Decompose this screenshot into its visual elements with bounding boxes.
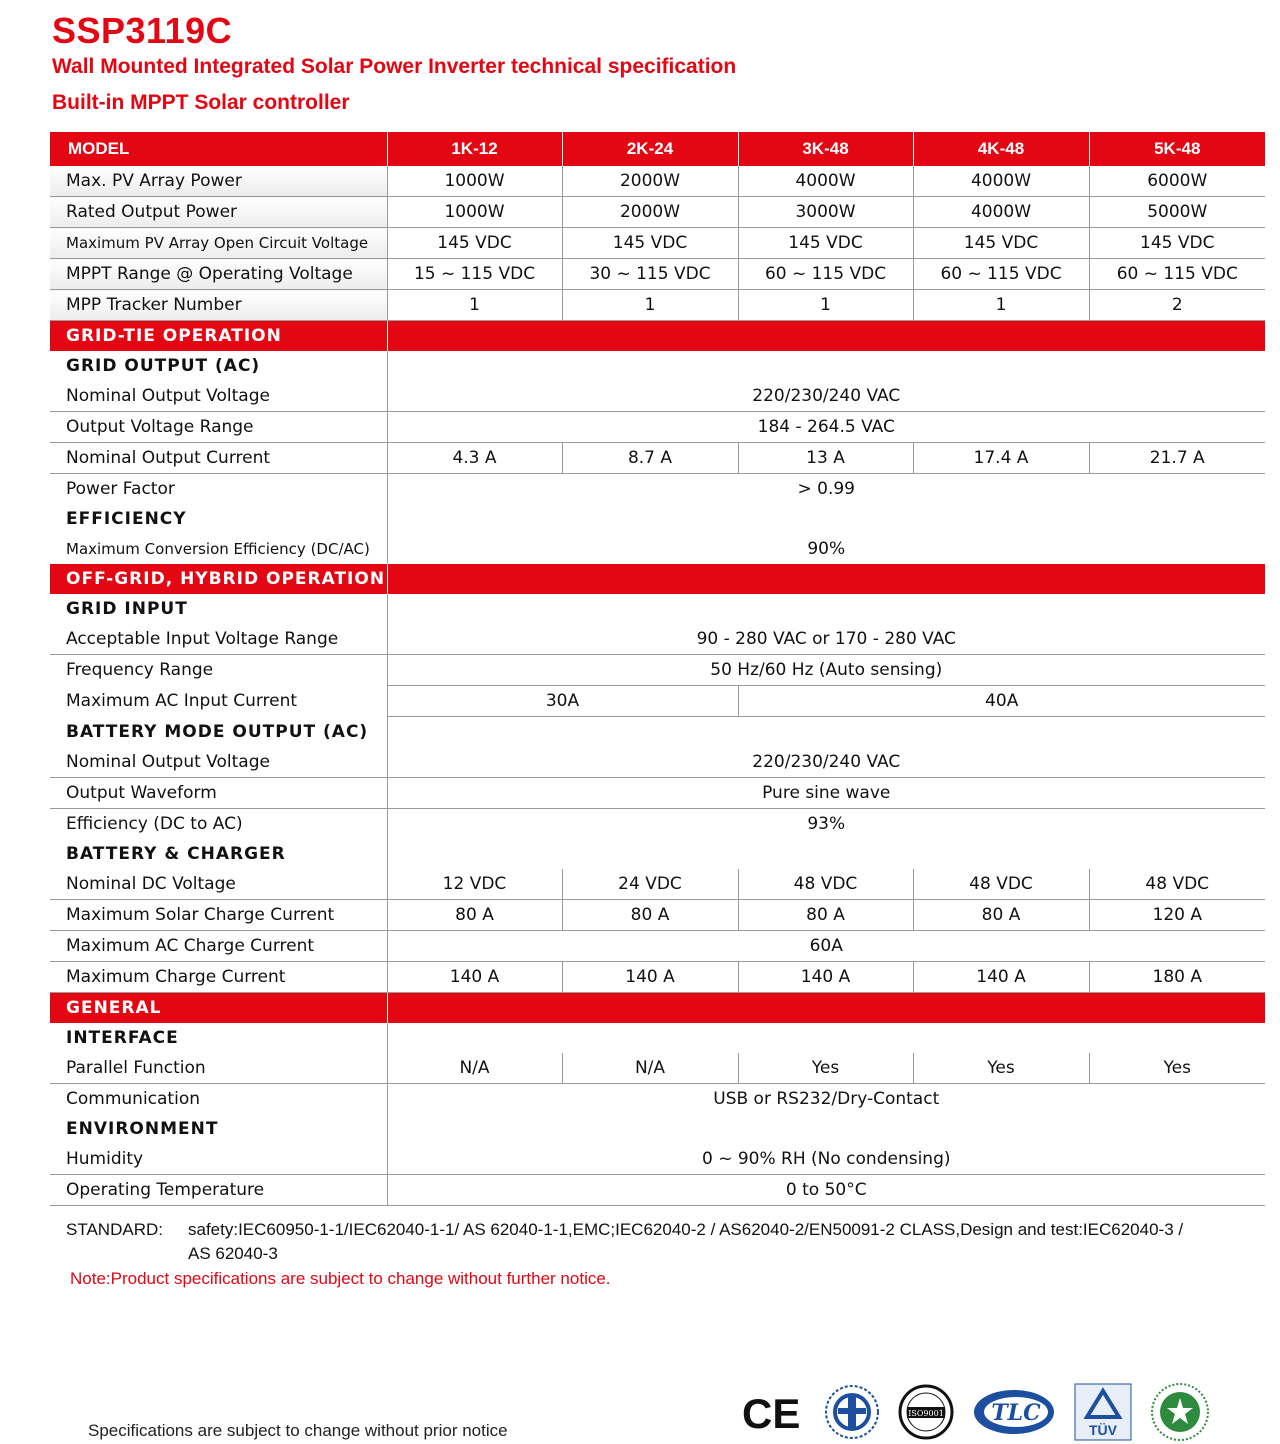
cell: 145 VDC xyxy=(387,228,562,259)
table-row xyxy=(50,197,1265,228)
cell: 1 xyxy=(387,290,562,321)
cell: 60 ~ 115 VDC xyxy=(738,259,913,290)
cell: 48 VDC xyxy=(913,869,1089,900)
cell: 60 ~ 115 VDC xyxy=(913,259,1089,290)
subsection-row xyxy=(50,1023,1265,1053)
subsection-title: GRID OUTPUT (AC) xyxy=(50,351,387,381)
row-label: Parallel Function xyxy=(50,1053,387,1084)
cell: Pure sine wave xyxy=(387,778,1265,809)
cell: 80 A xyxy=(913,900,1089,931)
cell: 1 xyxy=(562,290,738,321)
cell: 8.7 A xyxy=(562,443,738,474)
subsection-row xyxy=(50,594,1265,624)
row-label: Nominal Output Voltage xyxy=(50,381,387,412)
cell: 140 A xyxy=(913,962,1089,993)
table-row xyxy=(50,381,1265,412)
cell: 0 ~ 90% RH (No condensing) xyxy=(387,1144,1265,1175)
svg-text:CE: CE xyxy=(742,1390,801,1434)
cell: 60 ~ 115 VDC xyxy=(1089,259,1265,290)
table-row xyxy=(50,778,1265,809)
row-label: Maximum Solar Charge Current xyxy=(50,900,387,931)
cell: 145 VDC xyxy=(913,228,1089,259)
cell: 13 A xyxy=(738,443,913,474)
cell: 15 ~ 115 VDC xyxy=(387,259,562,290)
table-row xyxy=(50,166,1265,197)
cell: 40A xyxy=(738,686,1265,717)
cell: 0 to 50°C xyxy=(387,1175,1265,1206)
row-label: Maximum PV Array Open Circuit Voltage xyxy=(50,228,387,259)
table-row xyxy=(50,869,1265,900)
product-subtitle-2: Built-in MPPT Solar controller xyxy=(52,91,350,114)
footer-disclaimer: Specifications are subject to change without prior notice xyxy=(88,1421,508,1440)
row-label: Maximum AC Input Current xyxy=(50,686,387,717)
row-label: Max. PV Array Power xyxy=(50,166,387,197)
section-bar xyxy=(387,321,1265,352)
cell: 145 VDC xyxy=(1089,228,1265,259)
row-label: Nominal Output Current xyxy=(50,443,387,474)
section-title: GRID-TIE OPERATION xyxy=(50,321,387,352)
cell: 140 A xyxy=(562,962,738,993)
cell: 5000W xyxy=(1089,197,1265,228)
cell: 30 ~ 115 VDC xyxy=(562,259,738,290)
row-label: Rated Output Power xyxy=(50,197,387,228)
row-label: Maximum Conversion Efficiency (DC/AC) xyxy=(50,534,387,564)
table-row xyxy=(50,1175,1265,1206)
row-label: Maximum AC Charge Current xyxy=(50,931,387,962)
svg-text:TLC: TLC xyxy=(991,1400,1041,1426)
subsection-title: BATTERY MODE OUTPUT (AC) xyxy=(50,717,387,748)
cell: 90% xyxy=(807,539,846,559)
table-row xyxy=(50,290,1265,321)
model-name: 2K-24 xyxy=(562,132,738,166)
cell: 2000W xyxy=(562,166,738,197)
cell: 220/230/240 VAC xyxy=(387,381,1265,412)
cell: 93% xyxy=(807,814,846,834)
subsection-title: EFFICIENCY xyxy=(50,504,387,534)
cell: Yes xyxy=(1089,1053,1265,1084)
cell: 60A xyxy=(387,931,1265,962)
cell: 90 - 280 VAC or 170 - 280 VAC xyxy=(387,624,1265,655)
cell: Yes xyxy=(913,1053,1089,1084)
table-row xyxy=(50,931,1265,962)
ce-mark-logo xyxy=(740,1390,806,1434)
cell: 12 VDC xyxy=(387,869,562,900)
cell: 140 A xyxy=(387,962,562,993)
cell: 1000W xyxy=(387,166,562,197)
cell: > 0.99 xyxy=(797,479,855,499)
row-label: Output Waveform xyxy=(50,778,387,809)
table-row xyxy=(50,412,1265,443)
model-name: 5K-48 xyxy=(1089,132,1265,166)
cell: 6000W xyxy=(1089,166,1265,197)
table-row xyxy=(50,900,1265,931)
subsection-title: INTERFACE xyxy=(50,1023,387,1053)
row-label: Humidity xyxy=(50,1144,387,1175)
table-row xyxy=(50,1144,1265,1175)
cell: 80 A xyxy=(387,900,562,931)
table-row xyxy=(50,1084,1265,1115)
subsection-title: GRID INPUT xyxy=(50,594,387,624)
table-row xyxy=(50,228,1265,259)
cell: 17.4 A xyxy=(913,443,1089,474)
tlc-logo xyxy=(972,1387,1056,1437)
cell: 21.7 A xyxy=(1089,443,1265,474)
cell: 145 VDC xyxy=(738,228,913,259)
subsection-row xyxy=(50,351,1265,381)
cell: 24 VDC xyxy=(562,869,738,900)
standard-label: STANDARD: xyxy=(66,1220,163,1239)
table-row xyxy=(50,474,1265,505)
cell: 80 A xyxy=(562,900,738,931)
cell: 1 xyxy=(913,290,1089,321)
row-label: Frequency Range xyxy=(50,655,387,686)
section-header xyxy=(50,564,1265,594)
cell: 220/230/240 VAC xyxy=(387,747,1265,778)
section-header xyxy=(50,993,1265,1024)
cell: USB or RS232/Dry-Contact xyxy=(713,1089,940,1109)
row-label: Acceptable Input Voltage Range xyxy=(50,624,387,655)
cell: N/A xyxy=(562,1053,738,1084)
cell: 48 VDC xyxy=(1089,869,1265,900)
cell: 4.3 A xyxy=(387,443,562,474)
cell: Yes xyxy=(738,1053,913,1084)
cell: 4000W xyxy=(913,166,1089,197)
cell: 3000W xyxy=(738,197,913,228)
cell: 140 A xyxy=(738,962,913,993)
cell: 145 VDC xyxy=(562,228,738,259)
cell: 4000W xyxy=(738,166,913,197)
subsection-row xyxy=(50,504,1265,534)
cell: 30A xyxy=(387,686,738,717)
cell: 80 A xyxy=(738,900,913,931)
cell: 50 Hz/60 Hz (Auto sensing) xyxy=(387,655,1265,686)
row-label: Efficiency (DC to AC) xyxy=(50,809,387,840)
standard-text: safety:IEC60950-1-1/IEC62040-1-1/ AS 62040-1-1,EMC;IEC62040-2 / AS62040-2/EN50091-2 CLASS,Design and test:IEC62040-3 / AS 62040-3 xyxy=(188,1220,1184,1263)
section-title: GENERAL xyxy=(50,993,387,1024)
subsection-title: ENVIRONMENT xyxy=(50,1114,387,1144)
cell: 4000W xyxy=(913,197,1089,228)
iso9001-logo xyxy=(898,1384,954,1440)
certification-seal-icon xyxy=(824,1384,880,1440)
model-name: 4K-48 xyxy=(913,132,1089,166)
row-label: Output Voltage Range xyxy=(50,412,387,443)
section-header xyxy=(50,321,1265,352)
model-header-row xyxy=(50,132,1265,166)
product-title: SSP3119C xyxy=(52,10,233,51)
table-row xyxy=(50,443,1265,474)
row-label: Nominal DC Voltage xyxy=(50,869,387,900)
cell: 184 - 264.5 VAC xyxy=(387,412,1265,443)
table-row xyxy=(50,534,1265,564)
tuv-logo xyxy=(1074,1383,1132,1441)
row-label: MPP Tracker Number xyxy=(50,290,387,321)
section-title: OFF-GRID, HYBRID OPERATION xyxy=(50,564,387,594)
table-row xyxy=(50,962,1265,993)
spec-table xyxy=(50,132,1265,1206)
cell: 1 xyxy=(738,290,913,321)
subsection-row xyxy=(50,1114,1265,1144)
table-row xyxy=(50,1053,1265,1084)
table-row xyxy=(50,624,1265,655)
table-row xyxy=(50,686,1265,717)
subsection-title: BATTERY & CHARGER xyxy=(50,839,387,869)
cell: 48 VDC xyxy=(738,869,913,900)
cell: 1000W xyxy=(387,197,562,228)
cell: 180 A xyxy=(1089,962,1265,993)
model-name: 3K-48 xyxy=(738,132,913,166)
section-bar xyxy=(387,993,1265,1024)
row-label: Maximum Charge Current xyxy=(50,962,387,993)
row-label: MPPT Range @ Operating Voltage xyxy=(50,259,387,290)
certification-logos xyxy=(740,1380,1210,1444)
green-product-logo xyxy=(1150,1382,1210,1442)
row-label: Power Factor xyxy=(50,474,387,505)
svg-text:ISO9001: ISO9001 xyxy=(908,1409,944,1418)
model-name: 1K-12 xyxy=(387,132,562,166)
row-label: Nominal Output Voltage xyxy=(50,747,387,778)
subsection-row xyxy=(50,717,1265,748)
svg-text:TÜV: TÜV xyxy=(1089,1422,1117,1438)
product-subtitle: Wall Mounted Integrated Solar Power Inverter technical specification xyxy=(52,55,737,78)
model-header-label: MODEL xyxy=(50,132,387,166)
subsection-row xyxy=(50,839,1265,869)
cell: N/A xyxy=(387,1053,562,1084)
table-row xyxy=(50,655,1265,686)
cell: 2000W xyxy=(562,197,738,228)
cell: 2 xyxy=(1089,290,1265,321)
table-row xyxy=(50,747,1265,778)
table-row xyxy=(50,809,1265,840)
row-label: Operating Temperature xyxy=(50,1175,387,1206)
cell: 120 A xyxy=(1089,900,1265,931)
row-label: Communication xyxy=(50,1084,387,1115)
spec-note: Note:Product specifications are subject to change without further notice. xyxy=(70,1269,611,1288)
section-bar xyxy=(387,564,1265,594)
table-row xyxy=(50,259,1265,290)
